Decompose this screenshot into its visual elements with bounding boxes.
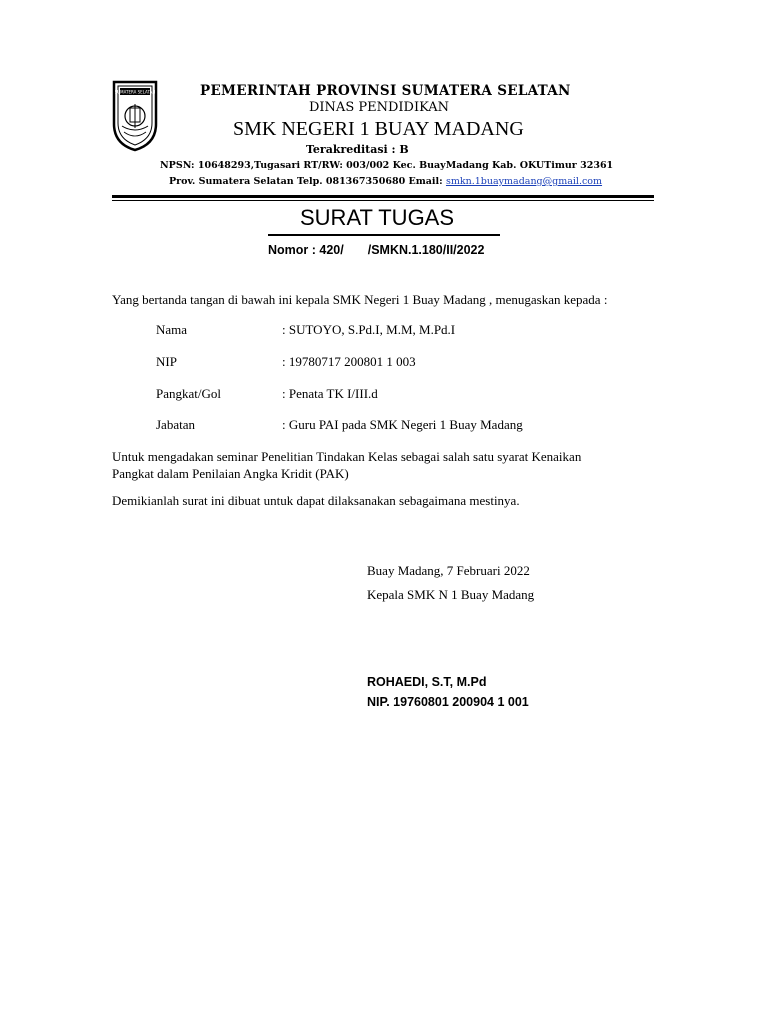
purpose-paragraph-line2: Pangkat dalam Penilaian Angka Kridit (PAK): [112, 466, 349, 481]
closing-paragraph: Demikianlah surat ini dibuat untuk dapat dilaksanakan sebagaimana mestinya.: [112, 493, 520, 508]
government-name: PEMERINTAH PROVINSI SUMATERA SELATAN: [200, 83, 571, 99]
field-value-jabatan: : Guru PAI pada SMK Negeri 1 Buay Madang: [282, 417, 523, 432]
signature-role: Kepala SMK N 1 Buay Madang: [367, 587, 535, 602]
field-label-nama: Nama: [156, 322, 188, 337]
signatory-name: ROHAEDI, S.T, M.Pd: [367, 675, 487, 689]
school-name: SMK NEGERI 1 BUAY MADANG: [233, 118, 524, 140]
letterhead-rule-thin: [112, 200, 654, 201]
field-label-pangkat: Pangkat/Gol: [156, 386, 221, 401]
number-prefix: Nomor : 420/: [268, 243, 344, 257]
intro-paragraph: Yang bertanda tangan di bawah ini kepala SMK Negeri 1 Buay Madang , menugaskan kepada :: [112, 292, 608, 307]
document-number: [268, 243, 484, 257]
accreditation: Terakreditasi : B: [306, 143, 409, 156]
address-line: NPSN: 10648293,Tugasari RT/RW: 003/002 Kec. BuayMadang Kab. OKUTimur 32361: [160, 160, 614, 171]
signatory-nip: NIP. 19760801 200904 1 001: [367, 695, 529, 709]
field-value-nip: : 19780717 200801 1 003: [282, 354, 416, 369]
letterhead-rule-thick: [112, 195, 654, 198]
number-suffix: /SMKN.1.180/II/2022: [367, 243, 485, 257]
contact-prefix: Prov. Sumatera Selatan Telp. 081367350680 Email:: [169, 176, 446, 187]
field-value-pangkat: : Penata TK I/III.d: [282, 386, 378, 401]
signature-place-date: Buay Madang, 7 Februari 2022: [367, 563, 530, 578]
logo-text: SUMATERA SELATAN: [114, 89, 156, 95]
purpose-paragraph-line1: Untuk mengadakan seminar Penelitian Tindakan Kelas sebagai salah satu syarat Kenaikan: [112, 449, 582, 464]
title-underline: [268, 234, 500, 236]
document-title: SURAT TUGAS: [300, 205, 455, 230]
field-label-nip: NIP: [156, 354, 177, 369]
department-name: DINAS PENDIDIKAN: [309, 100, 450, 115]
field-label-jabatan: Jabatan: [156, 417, 195, 432]
contact-line: [169, 176, 602, 187]
provincial-emblem-logo: [110, 78, 160, 152]
email-link[interactable]: smkn.1buaymadang@gmail.com: [445, 176, 603, 187]
field-value-nama: : SUTOYO, S.Pd.I, M.M, M.Pd.I: [282, 322, 456, 337]
